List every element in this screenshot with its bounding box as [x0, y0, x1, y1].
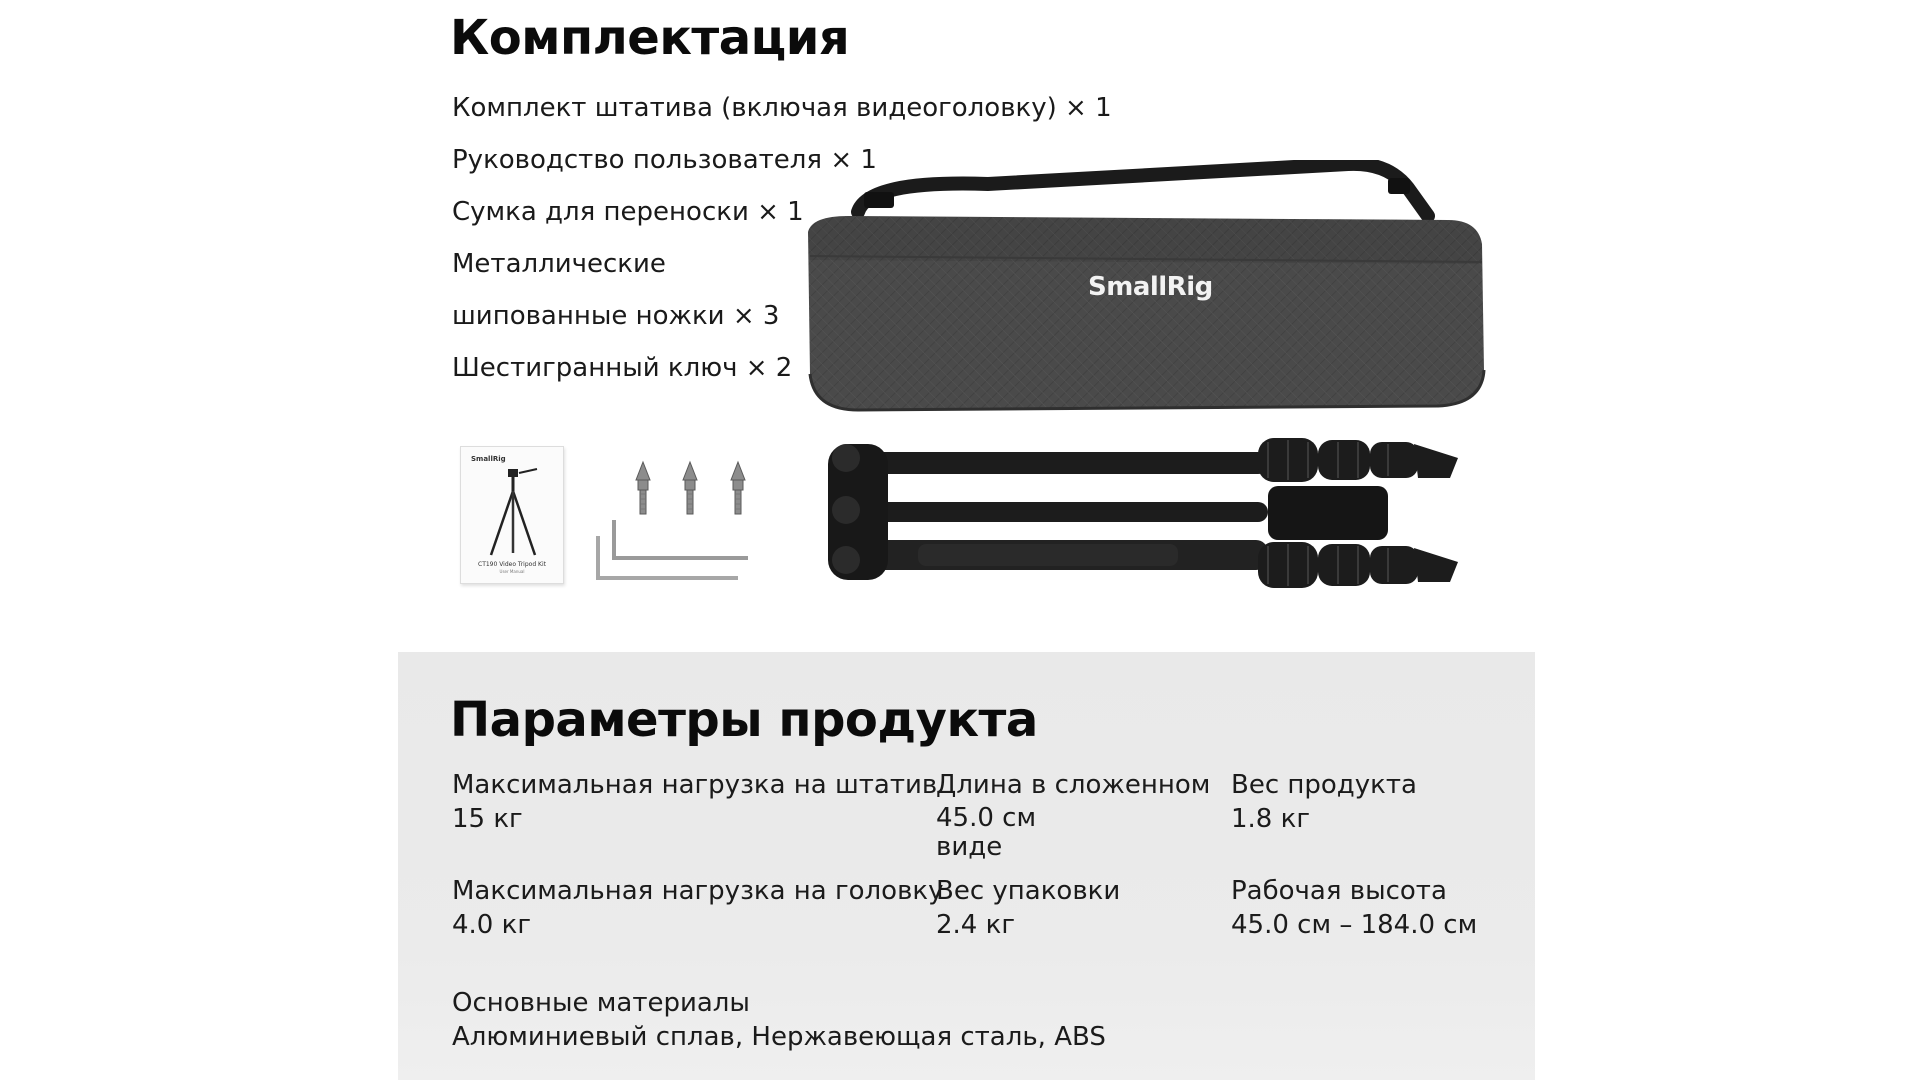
param-materials	[452, 986, 1106, 1054]
param-label: Основные материалы	[452, 988, 750, 1018]
kit-section	[398, 0, 1535, 648]
manual-title: CT190 Video Tripod Kit	[478, 561, 546, 568]
param-weight	[1231, 768, 1417, 836]
spiked-feet-and-hex-keys-icon	[588, 458, 748, 588]
bag-logo: SmallRig	[1088, 272, 1213, 302]
kit-title: Комплектация	[450, 10, 850, 66]
manual-subtitle: User Manual	[499, 569, 525, 574]
kit-item: Шестигранный ключ × 2	[452, 353, 793, 383]
param-package-weight	[936, 874, 1120, 942]
kit-item: Сумка для переноски × 1	[452, 197, 804, 227]
param-value: 1.8 кг	[1231, 804, 1310, 834]
kit-item: Металлические	[452, 249, 666, 279]
manual-logo: SmallRig	[471, 455, 506, 463]
tripod-illustration-icon	[483, 467, 543, 557]
param-label: Вес упаковки	[936, 876, 1121, 906]
kit-item: шипованные ножки × 3	[452, 301, 780, 331]
param-value: Алюминиевый сплав, Нержавеющая сталь, ABS	[452, 1022, 1106, 1052]
param-label: Рабочая высота	[1231, 876, 1447, 906]
kit-item: Комплект штатива (включая видеоголовку) × 1	[452, 93, 1112, 123]
param-max-tripod-load	[452, 768, 937, 836]
param-label: Длина в сложенном	[936, 770, 1211, 800]
param-working-height	[1231, 874, 1477, 942]
param-label: Вес продукта	[1231, 770, 1417, 800]
param-label: Максимальная нагрузка на головку	[452, 876, 944, 906]
folded-tripod-icon	[818, 438, 1458, 588]
param-folded-length	[936, 768, 1210, 860]
param-value: 15 кг	[452, 804, 523, 834]
param-max-head-load	[452, 874, 944, 942]
user-manual-image	[460, 446, 564, 584]
param-value: 45.0 см – 184.0 см	[1231, 910, 1478, 940]
carrying-bag-image	[788, 160, 1508, 420]
param-value: 45.0 см	[936, 803, 1037, 833]
product-panel	[398, 0, 1535, 1080]
param-value: 4.0 кг	[452, 910, 531, 940]
params-title: Параметры продукта	[450, 692, 1038, 748]
param-label: Максимальная нагрузка на штатив	[452, 770, 938, 800]
kit-item: Руководство пользователя × 1	[452, 145, 877, 175]
param-label-continued: виде	[936, 832, 1003, 862]
param-value: 2.4 кг	[936, 910, 1015, 940]
